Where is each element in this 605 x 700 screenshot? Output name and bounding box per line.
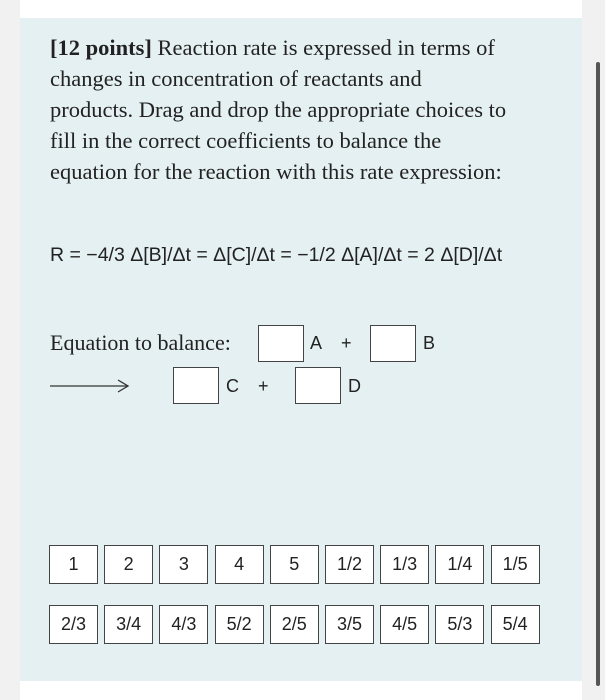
previous-section [20,0,582,18]
choice-tile[interactable]: 5/2 [215,605,264,644]
species-a: A [310,333,323,353]
rate-expression: R = −4/3 Δ[B]/Δt = Δ[C]/Δt = −1/2 Δ[A]/Δt = 2 Δ[D]/Δt [50,244,503,266]
question-line: fill in the correct coefficients to balance the [50,128,442,153]
choice-tile[interactable]: 3 [159,545,208,584]
choice-tile[interactable]: 4/3 [159,605,208,644]
choice-tile[interactable]: 5/3 [435,605,484,644]
choice-tile[interactable]: 2/3 [49,605,98,644]
choice-tile[interactable]: 4/5 [380,605,429,644]
choice-tile[interactable]: 4 [215,545,264,584]
points-label: [12 points] [50,35,152,60]
choice-tile[interactable]: 1/2 [325,545,374,584]
choice-tile[interactable]: 2 [104,545,153,584]
species-c: C [226,376,239,396]
question-line: equation for the reaction with this rate expression: [50,159,502,184]
reaction-arrow-icon [50,378,130,394]
choice-tile[interactable]: 5/4 [491,605,540,644]
choice-tile[interactable]: 3/4 [104,605,153,644]
species-d: D [348,376,361,396]
choice-tile[interactable]: 1/5 [491,545,540,584]
choice-tile[interactable]: 5 [270,545,319,584]
equation-label: Equation to balance: [50,330,231,355]
choice-tile[interactable]: 1 [49,545,98,584]
choice-tile[interactable]: 1/4 [435,545,484,584]
question-line: changes in concentration of reactants and [50,66,422,91]
choice-tile[interactable]: 2/5 [270,605,319,644]
question-line: Reaction rate is expressed in terms of [151,35,495,60]
plus-sign: + [341,333,352,353]
scrollbar[interactable] [596,62,600,686]
drop-slot-c[interactable] [173,367,219,404]
choice-tile[interactable]: 1/3 [380,545,429,584]
drop-slot-d[interactable] [295,367,341,404]
plus-sign: + [258,376,269,396]
drop-slot-b[interactable] [370,325,416,362]
question-text [50,32,506,187]
drop-slot-a[interactable] [258,325,304,362]
choice-tile[interactable]: 3/5 [325,605,374,644]
next-section [20,681,582,700]
question-line: products. Drag and drop the appropriate choices to [50,97,507,122]
species-b: B [423,333,436,353]
